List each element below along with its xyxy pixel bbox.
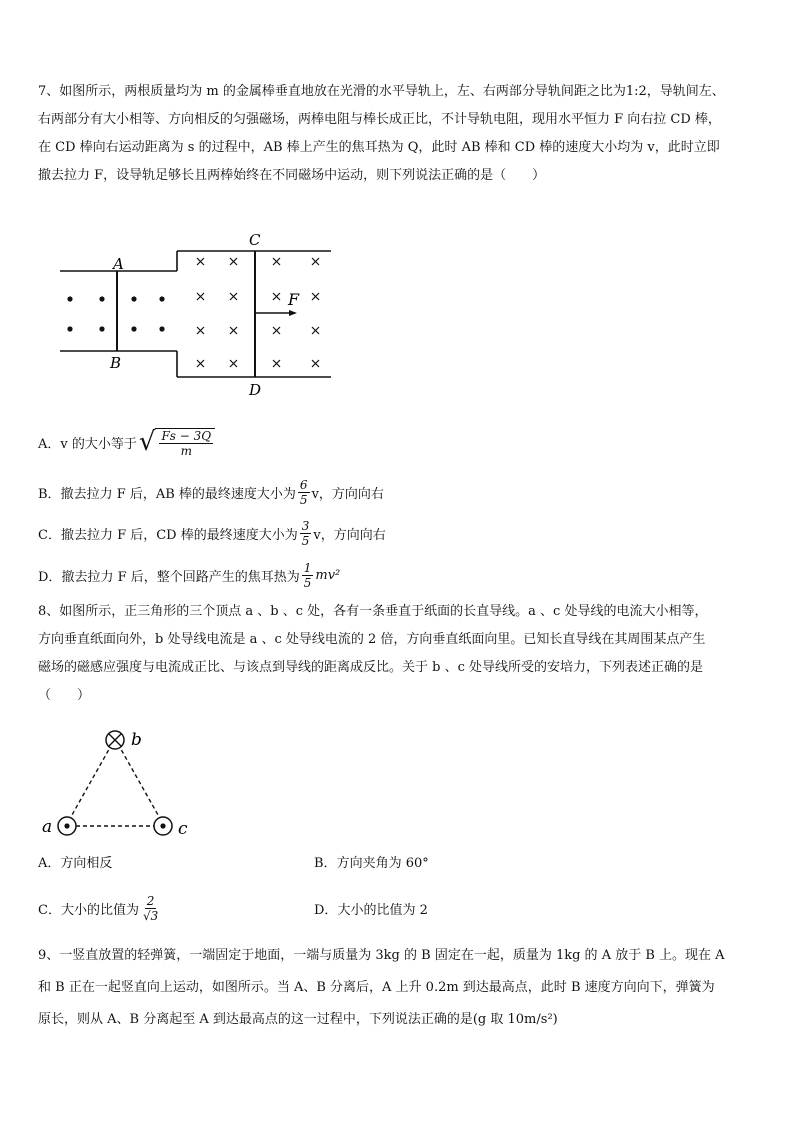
question-9-stem bbox=[38, 940, 758, 1036]
option-prefix: D． bbox=[314, 902, 338, 918]
fraction-denominator: 5 bbox=[301, 533, 310, 548]
fraction-denominator: 5 bbox=[303, 575, 312, 590]
question-8-option-c bbox=[38, 888, 162, 928]
label-b: b bbox=[131, 730, 142, 750]
sqrt-expression bbox=[139, 426, 215, 458]
question-9-line: 原长，则从 A、B 分离起至 A 到达最高点的这一过程中，下列说法正确的是(g 取 10m/s²) bbox=[38, 1012, 558, 1027]
option-text: 方向相反 bbox=[60, 855, 113, 871]
question-9-line: 和 B 正在一起竖直向上运动，如图所示。当 A、B 分离后，A 上升 0.2m 到达最高点，此时 B 速度方向向下，弹簧为 bbox=[38, 980, 715, 995]
label-F: F bbox=[288, 290, 300, 309]
question-8-stem bbox=[38, 598, 758, 710]
label-A: A bbox=[113, 255, 124, 273]
sqrt-numerator: Fs − 3Q bbox=[161, 429, 212, 443]
fraction-numerator: 1 bbox=[303, 560, 312, 575]
fraction-denominator: √3 bbox=[142, 908, 159, 923]
label-C: C bbox=[249, 231, 261, 249]
side-bc bbox=[118, 744, 162, 822]
question-9-line: 9、一竖直放置的轻弹簧，一端固定于地面，一端与质量为 3kg 的 B 固定在一起，质量为 1kg 的 A 放于 B 上。现在 A bbox=[38, 948, 725, 963]
option-text: 撤去拉力 F 后，CD 棒的最终速度大小为 bbox=[60, 527, 298, 543]
question-7-line: 撤去拉力 F，设导轨足够长且两棒始终在不同磁场中运动，则下列说法正确的是（ ） bbox=[38, 168, 546, 183]
option-text: 撤去拉力 F 后，整个回路产生的焦耳热为 bbox=[61, 569, 300, 585]
option-tail: v，方向向右 bbox=[313, 527, 386, 543]
option-text: 大小的比值为 2 bbox=[337, 902, 428, 918]
question-8-line: 磁场的磁感应强度与电流成正比、与该点到导线的距离成反比。关于 b 、c 处导线所受的安培力，下列表述正确的是 bbox=[38, 660, 704, 675]
sqrt-denominator: m bbox=[180, 444, 192, 458]
label-c: c bbox=[178, 819, 188, 839]
fraction bbox=[302, 561, 314, 590]
question-7-option-a bbox=[38, 420, 215, 464]
option-tail: mv² bbox=[315, 567, 341, 583]
question-8-line: 8、如图所示，正三角形的三个顶点 a 、b 、c 处，各有一条垂直于纸面的长直导线。a 、c 处导线的电流大小相等， bbox=[38, 604, 708, 619]
dot-mark bbox=[160, 823, 165, 828]
question-8-option-a bbox=[38, 850, 112, 872]
question-7-option-b bbox=[38, 474, 384, 510]
fraction-numerator: 6 bbox=[299, 477, 308, 492]
fraction-numerator: 2 bbox=[146, 893, 155, 908]
option-prefix: A． bbox=[38, 855, 61, 871]
option-prefix: B． bbox=[314, 855, 337, 871]
option-text: v 的大小等于 bbox=[60, 436, 137, 452]
question-8-figure-triangle bbox=[36, 726, 206, 844]
question-7-option-c bbox=[38, 515, 386, 551]
fraction bbox=[298, 478, 310, 507]
fraction-denominator: 5 bbox=[299, 492, 308, 507]
question-7-line: 右两部分有大小相等、方向相反的匀强磁场，两棒电阻与棒长成正比，不计导轨电阻，现用水平恒力 F 向右拉 CD 棒， bbox=[38, 112, 721, 127]
question-8-line: 方向垂直纸面向外，b 处导线电流是 a 、c 处导线电流的 2 倍，方向垂直纸面向里。已知长直导线在其周围某点产生 bbox=[38, 632, 706, 647]
dot-mark bbox=[64, 823, 69, 828]
option-text: 大小的比值为 bbox=[60, 902, 139, 918]
fraction bbox=[300, 519, 312, 548]
question-7-stem bbox=[38, 78, 758, 190]
option-prefix: B． bbox=[38, 486, 61, 502]
label-D: D bbox=[249, 381, 262, 399]
option-prefix: A． bbox=[38, 436, 61, 452]
question-7-figure-rails bbox=[55, 225, 345, 400]
fraction bbox=[141, 894, 160, 923]
question-7-line: 在 CD 棒向右运动距离为 s 的过程中，AB 棒上产生的焦耳热为 Q，此时 AB 棒和 CD 棒的速度大小均为 v，此时立即 bbox=[38, 140, 720, 155]
question-8-option-b bbox=[314, 850, 429, 872]
fraction-numerator: 3 bbox=[301, 518, 310, 533]
label-B: B bbox=[110, 354, 122, 372]
option-prefix: D． bbox=[38, 569, 62, 585]
side-ab bbox=[68, 744, 112, 822]
option-prefix: C． bbox=[38, 902, 61, 918]
question-7-line: 7、如图所示，两根质量均为 m 的金属棒垂直地放在光滑的水平导轨上，左、右两部分导轨间距之比为1:2，导轨间左、 bbox=[38, 84, 725, 99]
force-arrow-head bbox=[289, 310, 297, 316]
question-8-option-d bbox=[314, 897, 428, 919]
radical-sign: √ bbox=[138, 427, 156, 457]
question-7-option-d bbox=[38, 557, 340, 593]
label-a: a bbox=[42, 817, 53, 837]
option-text: 方向夹角为 60° bbox=[336, 855, 429, 871]
option-text: 撤去拉力 F 后，AB 棒的最终速度大小为 bbox=[60, 486, 296, 502]
option-tail: v，方向向右 bbox=[311, 486, 384, 502]
option-prefix: C． bbox=[38, 527, 61, 543]
question-8-line: （ ） bbox=[38, 688, 91, 703]
